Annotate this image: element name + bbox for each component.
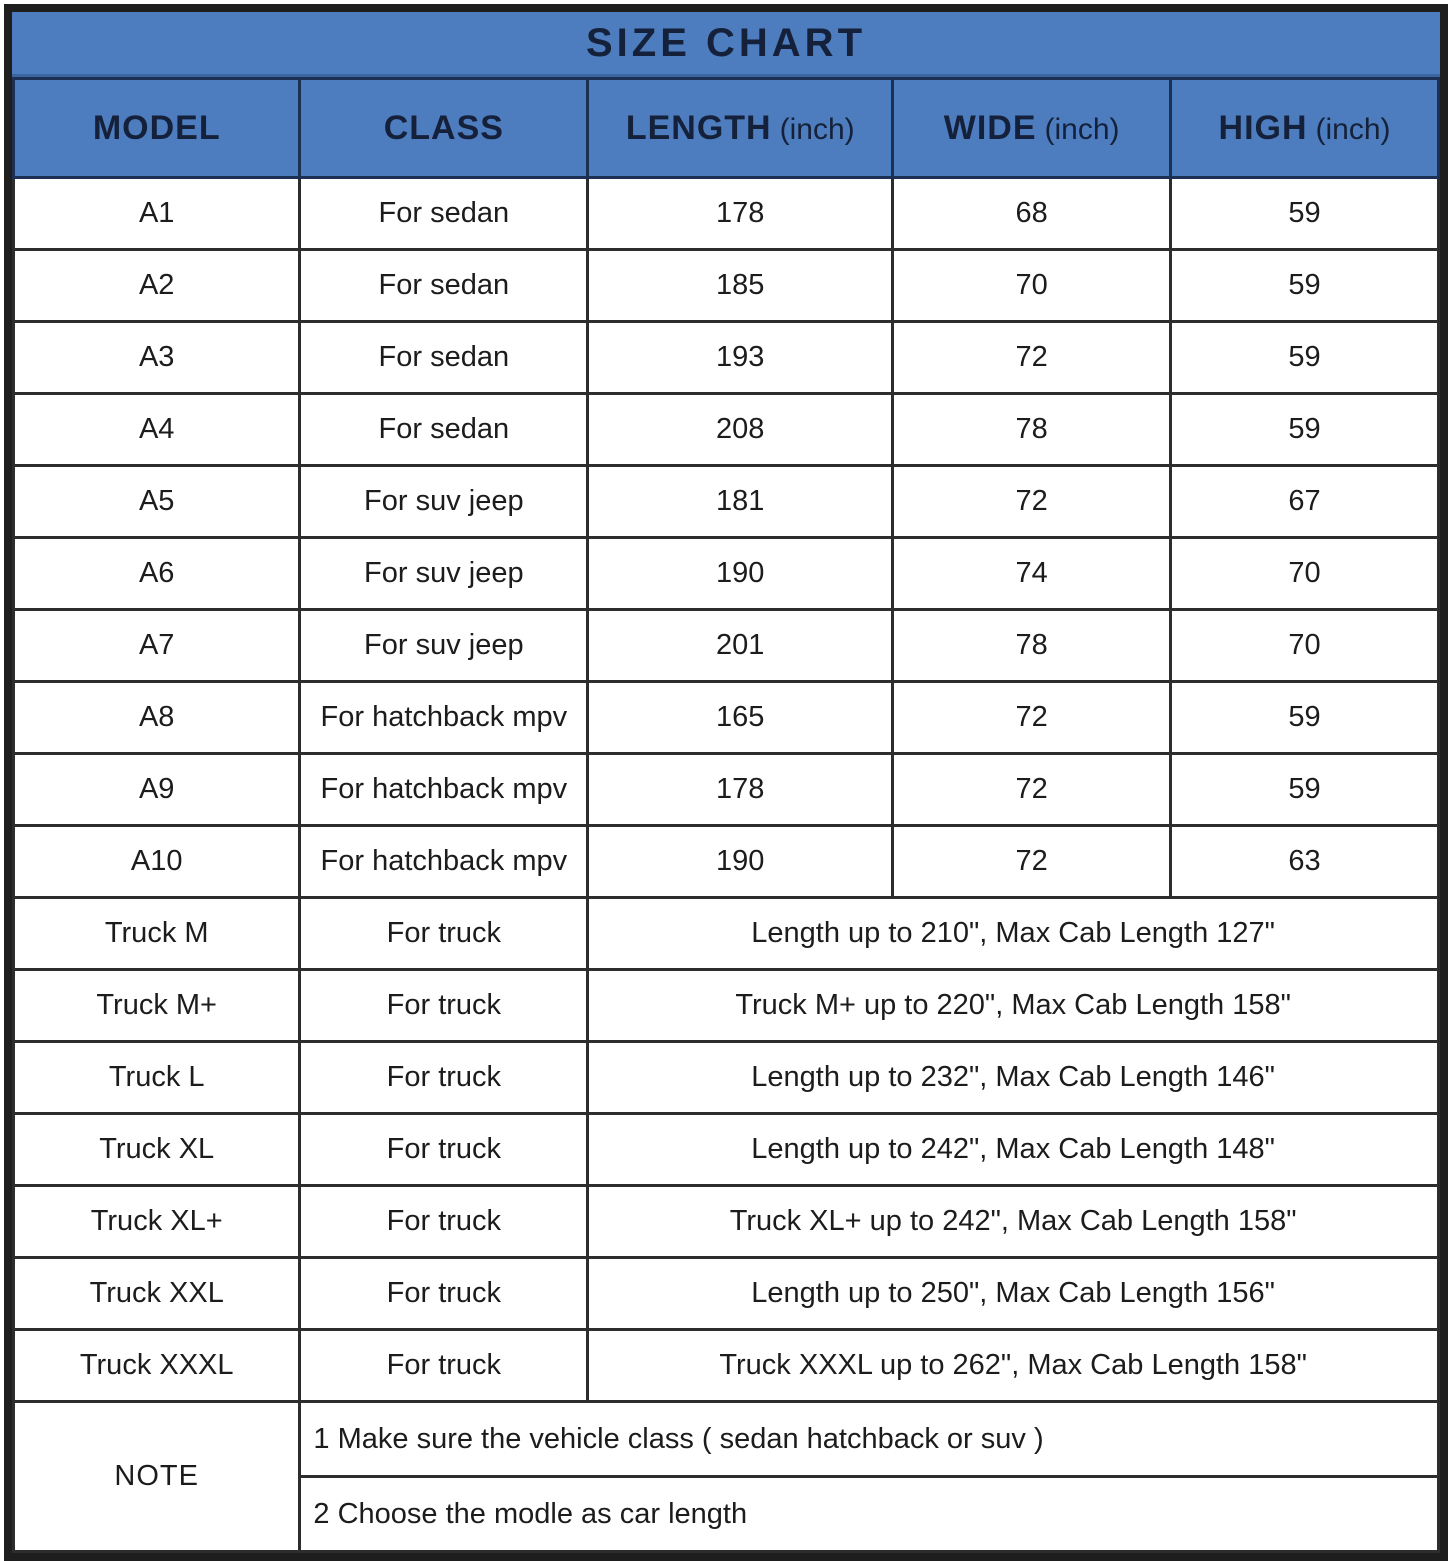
table-row-a8 [14, 682, 1439, 754]
class-cell: For truck [300, 1042, 588, 1114]
class-cell: For truck [300, 898, 588, 970]
length-cell: 165 [588, 682, 893, 754]
model-cell: A4 [14, 394, 300, 466]
model-cell: Truck XL+ [14, 1186, 300, 1258]
model-cell: A3 [14, 322, 300, 394]
class-cell: For hatchback mpv [300, 754, 588, 826]
spec-cell: Length up to 210", Max Cab Length 127" [588, 898, 1439, 970]
model-cell: Truck L [14, 1042, 300, 1114]
model-cell: A2 [14, 250, 300, 322]
table-row-a10 [14, 826, 1439, 898]
class-cell: For hatchback mpv [300, 826, 588, 898]
wide-cell: 72 [893, 826, 1171, 898]
model-cell: Truck XXL [14, 1258, 300, 1330]
high-cell: 59 [1171, 322, 1439, 394]
spec-cell: Length up to 232", Max Cab Length 146" [588, 1042, 1439, 1114]
class-cell: For truck [300, 1186, 588, 1258]
note-label-cell: NOTE [14, 1402, 300, 1552]
table-row-truck-xl [14, 1114, 1439, 1186]
length-cell: 181 [588, 466, 893, 538]
spec-cell: Length up to 250", Max Cab Length 156" [588, 1258, 1439, 1330]
high-cell: 63 [1171, 826, 1439, 898]
high-cell: 59 [1171, 250, 1439, 322]
column-label: HIGH [1218, 108, 1308, 147]
class-cell: For truck [300, 1114, 588, 1186]
class-cell: For suv jeep [300, 610, 588, 682]
table-row-a6 [14, 538, 1439, 610]
column-header-wide [893, 79, 1171, 178]
column-header-length [588, 79, 893, 178]
wide-cell: 68 [893, 178, 1171, 250]
table-row-truck-m-plus [14, 970, 1439, 1042]
table-row-truck-xxl [14, 1258, 1439, 1330]
column-header-high [1171, 79, 1439, 178]
wide-cell: 72 [893, 466, 1171, 538]
class-cell: For hatchback mpv [300, 682, 588, 754]
note-row-1 [14, 1402, 1439, 1477]
column-label: MODEL [92, 108, 221, 147]
spec-cell: Truck XL+ up to 242", Max Cab Length 158" [588, 1186, 1439, 1258]
model-cell: A6 [14, 538, 300, 610]
model-cell: Truck XXXL [14, 1330, 300, 1402]
table-row-a1 [14, 178, 1439, 250]
column-header-class [300, 79, 588, 178]
wide-cell: 70 [893, 250, 1171, 322]
spec-cell: Length up to 242", Max Cab Length 148" [588, 1114, 1439, 1186]
high-cell: 59 [1171, 394, 1439, 466]
wide-cell: 72 [893, 682, 1171, 754]
note-item: 2 Choose the modle as car length [300, 1477, 1439, 1552]
high-cell: 70 [1171, 538, 1439, 610]
table-row-truck-l [14, 1042, 1439, 1114]
column-unit: (inch) [779, 112, 855, 146]
header-row [14, 79, 1439, 178]
column-unit: (inch) [1315, 112, 1391, 146]
wide-cell: 72 [893, 754, 1171, 826]
column-label: LENGTH [625, 108, 772, 147]
model-cell: A1 [14, 178, 300, 250]
column-label: WIDE [943, 108, 1037, 147]
model-cell: A5 [14, 466, 300, 538]
page-title: SIZE CHART [12, 12, 1440, 77]
high-cell: 59 [1171, 178, 1439, 250]
table-row-truck-xxxl [14, 1330, 1439, 1402]
class-cell: For sedan [300, 322, 588, 394]
column-header-model [14, 79, 300, 178]
size-chart-table [12, 77, 1440, 1553]
class-cell: For sedan [300, 178, 588, 250]
high-cell: 59 [1171, 682, 1439, 754]
spec-cell: Truck XXXL up to 262", Max Cab Length 158" [588, 1330, 1439, 1402]
model-cell: A10 [14, 826, 300, 898]
class-cell: For suv jeep [300, 538, 588, 610]
length-cell: 190 [588, 538, 893, 610]
length-cell: 185 [588, 250, 893, 322]
class-cell: For sedan [300, 250, 588, 322]
table-row-a9 [14, 754, 1439, 826]
model-cell: Truck XL [14, 1114, 300, 1186]
length-cell: 201 [588, 610, 893, 682]
high-cell: 70 [1171, 610, 1439, 682]
table-row-a4 [14, 394, 1439, 466]
table-row-a7 [14, 610, 1439, 682]
model-cell: A7 [14, 610, 300, 682]
length-cell: 178 [588, 178, 893, 250]
high-cell: 59 [1171, 754, 1439, 826]
class-cell: For truck [300, 970, 588, 1042]
wide-cell: 72 [893, 322, 1171, 394]
model-cell: Truck M+ [14, 970, 300, 1042]
wide-cell: 74 [893, 538, 1171, 610]
size-chart [4, 4, 1448, 1561]
column-label: CLASS [383, 108, 504, 147]
length-cell: 178 [588, 754, 893, 826]
model-cell: Truck M [14, 898, 300, 970]
table-row-truck-xl-plus [14, 1186, 1439, 1258]
table-row-a5 [14, 466, 1439, 538]
class-cell: For sedan [300, 394, 588, 466]
length-cell: 190 [588, 826, 893, 898]
high-cell: 67 [1171, 466, 1439, 538]
wide-cell: 78 [893, 610, 1171, 682]
table-row-a2 [14, 250, 1439, 322]
model-cell: A8 [14, 682, 300, 754]
column-unit: (inch) [1044, 112, 1120, 146]
class-cell: For suv jeep [300, 466, 588, 538]
table-row-truck-m [14, 898, 1439, 970]
wide-cell: 78 [893, 394, 1171, 466]
spec-cell: Truck M+ up to 220", Max Cab Length 158" [588, 970, 1439, 1042]
length-cell: 208 [588, 394, 893, 466]
class-cell: For truck [300, 1330, 588, 1402]
model-cell: A9 [14, 754, 300, 826]
class-cell: For truck [300, 1258, 588, 1330]
note-item: 1 Make sure the vehicle class ( sedan hatchback or suv ) [300, 1402, 1439, 1477]
length-cell: 193 [588, 322, 893, 394]
table-row-a3 [14, 322, 1439, 394]
